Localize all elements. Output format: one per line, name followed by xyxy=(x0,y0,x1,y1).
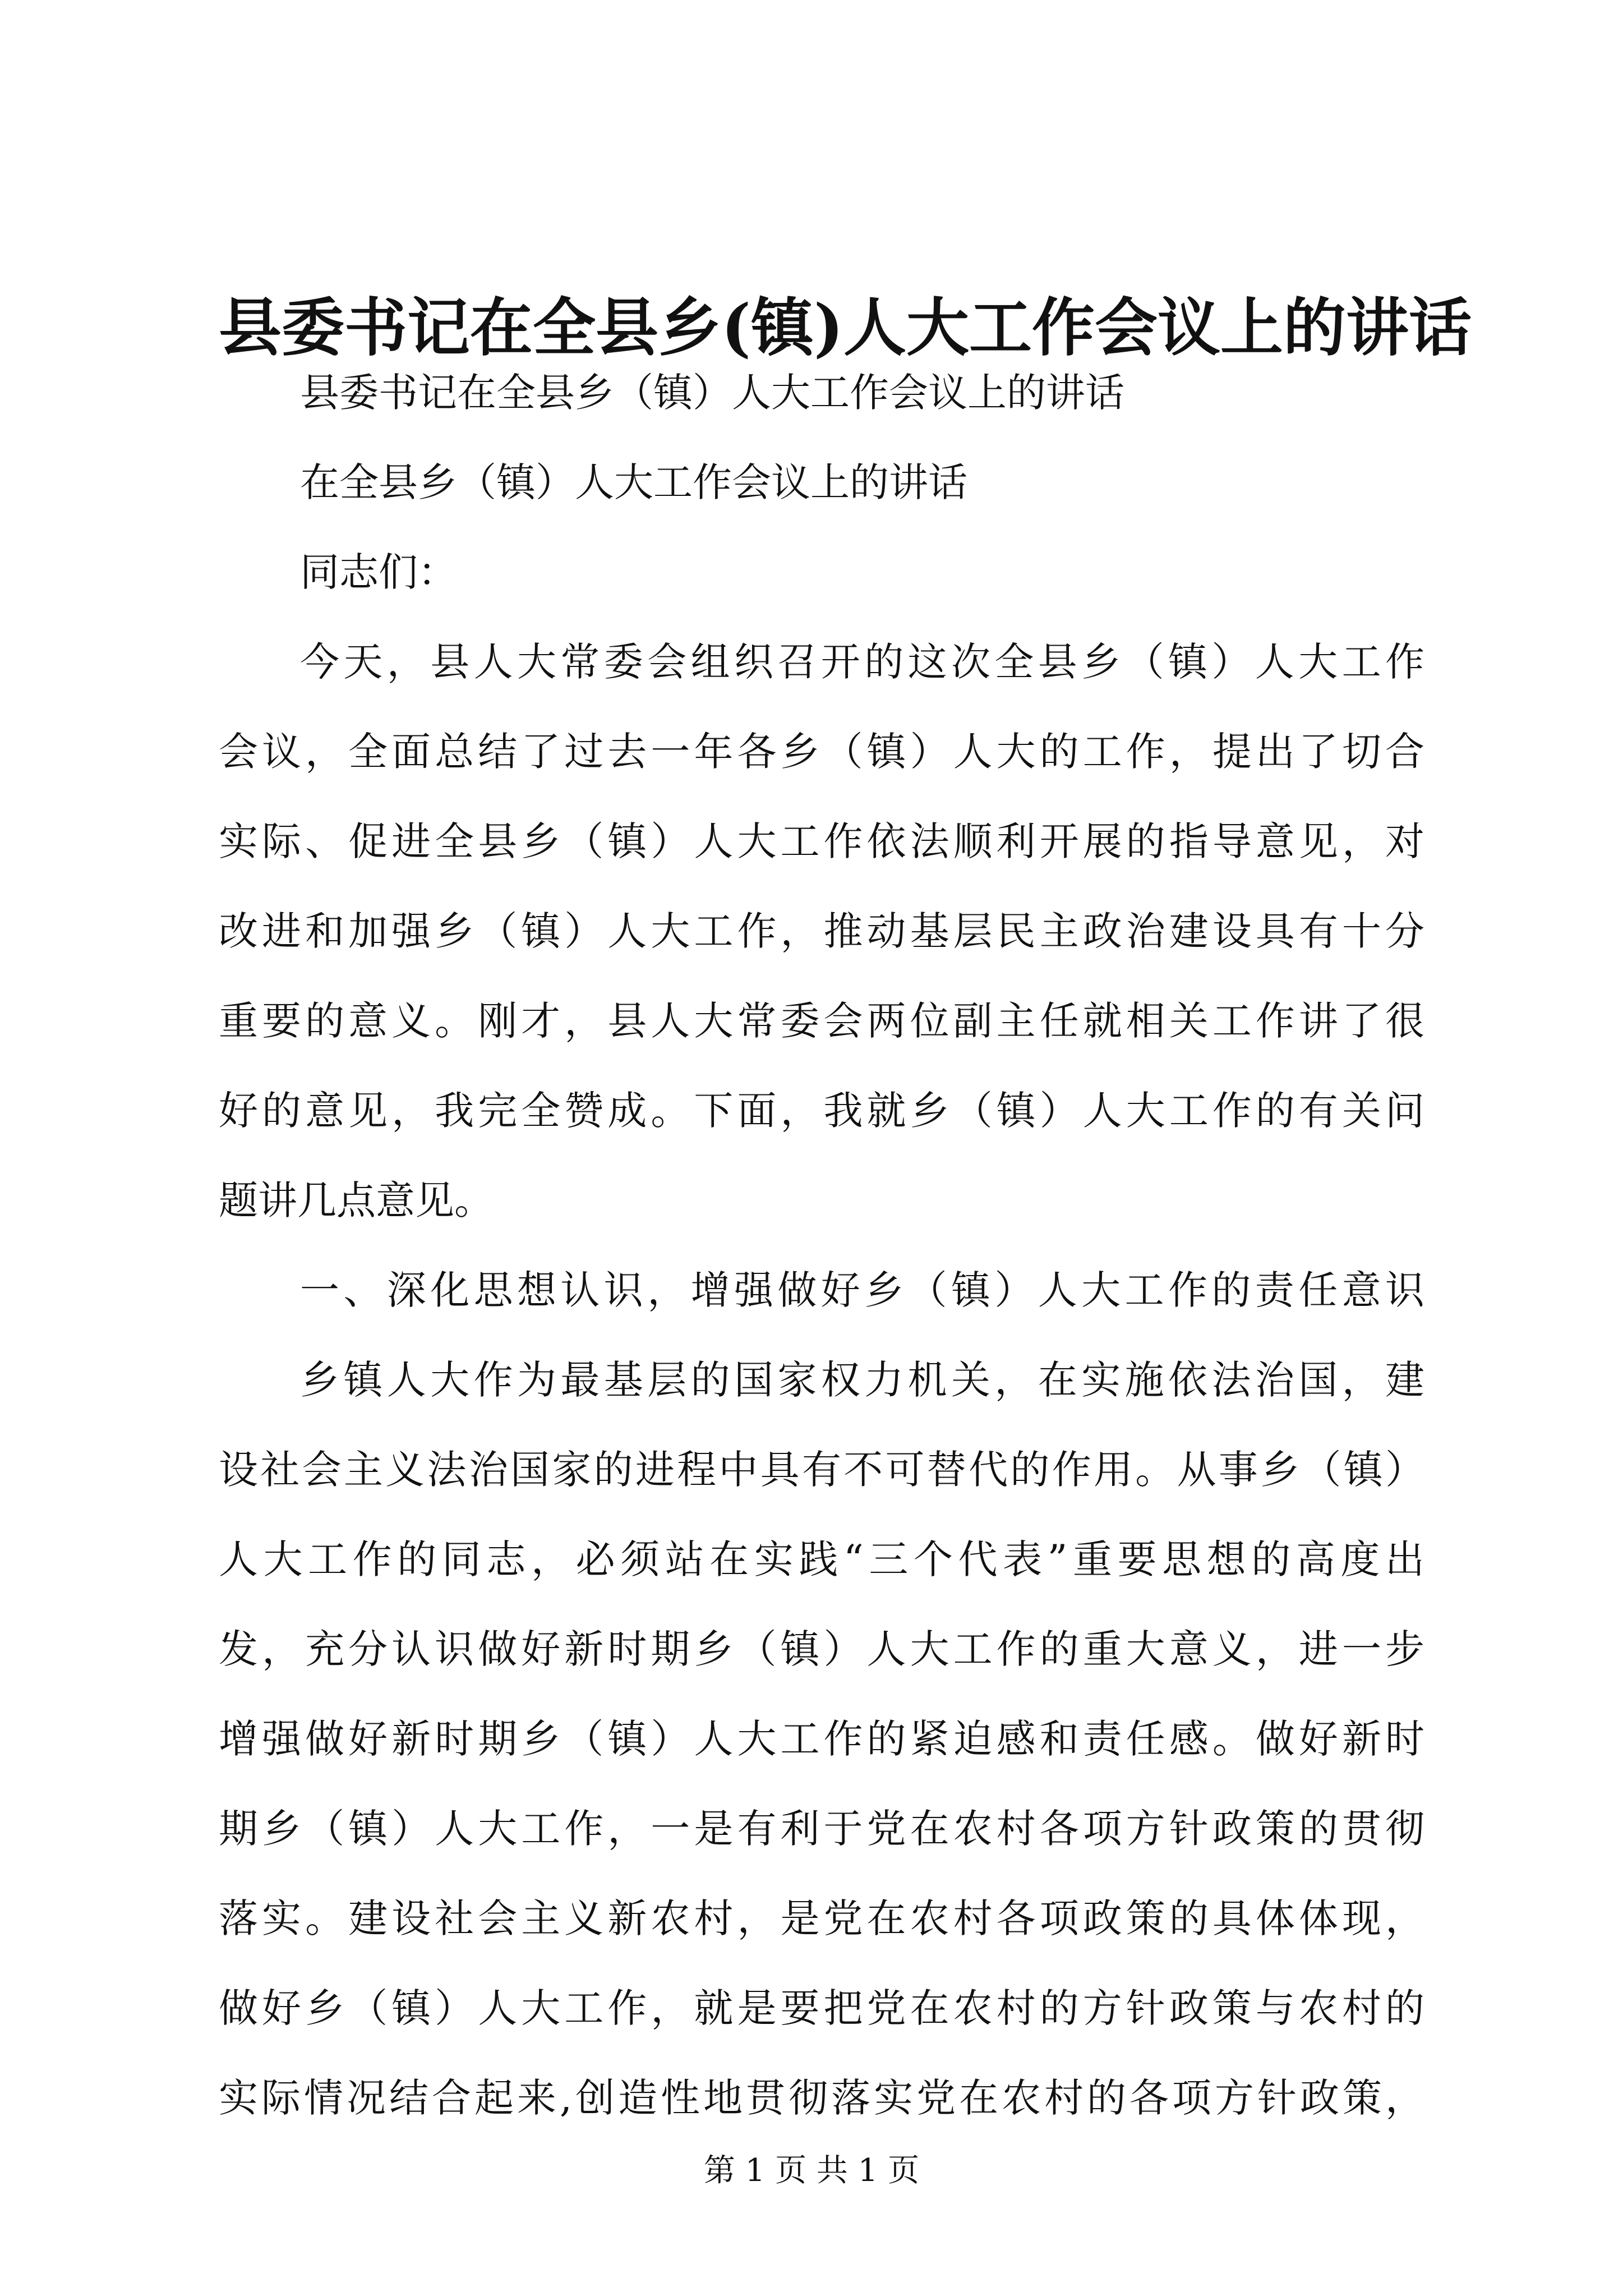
paragraph-line: 在全县乡（镇）人大工作会议上的讲话 xyxy=(300,459,967,505)
paragraph-line: 落实。建设社会主义新农村，是党在农村各项政策的具体体现， xyxy=(219,1895,1424,1941)
document-title: 县委书记在全县乡(镇)人大工作会议上的讲话 xyxy=(219,291,1472,365)
paragraph-line: 同志们： xyxy=(300,549,457,595)
paragraph-line: 做好乡（镇）人大工作，就是要把党在农村的方针政策与农村的 xyxy=(219,1985,1424,2031)
paragraph-line: 期乡（镇）人大工作，一是有利于党在农村各项方针政策的贯彻 xyxy=(219,1806,1424,1852)
paragraph-line: 好的意见，我完全赞成。下面，我就乡（镇）人大工作的有关问 xyxy=(219,1088,1424,1134)
paragraph-line: 乡镇人大作为最基层的国家权力机关，在实施依法治国，建 xyxy=(300,1357,1424,1403)
paragraph-line: 县委书记在全县乡（镇）人大工作会议上的讲话 xyxy=(300,370,1124,416)
paragraph-line: 设社会主义法治国家的进程中具有不可替代的作用。从事乡（镇） xyxy=(219,1447,1424,1493)
paragraph-line: 会议，全面总结了过去一年各乡（镇）人大的工作，提出了切合 xyxy=(219,729,1424,775)
paragraph-line: 增强做好新时期乡（镇）人大工作的紧迫感和责任感。做好新时 xyxy=(219,1716,1424,1762)
page-footer: 第 1 页 共 1 页 xyxy=(703,2152,920,2189)
paragraph-line: 重要的意义。刚才，县人大常委会两位副主任就相关工作讲了很 xyxy=(219,998,1424,1044)
paragraph-line: 题讲几点意见。 xyxy=(219,1177,494,1223)
paragraph-line: 人大工作的同志，必须站在实践“三个代表”重要思想的高度出 xyxy=(219,1536,1424,1582)
paragraph-line: 发，充分认识做好新时期乡（镇）人大工作的重大意义，进一步 xyxy=(219,1626,1424,1672)
paragraph-line: 今天，县人大常委会组织召开的这次全县乡（镇）人大工作 xyxy=(300,639,1424,685)
paragraph-line: 实际、促进全县乡（镇）人大工作依法顺利开展的指导意见，对 xyxy=(219,818,1424,864)
paragraph-line: 改进和加强乡（镇）人大工作，推动基层民主政治建设具有十分 xyxy=(219,908,1424,954)
paragraph-line: 实际情况结合起来,创造性地贯彻落实党在农村的各项方针政策， xyxy=(219,2075,1424,2121)
section-heading: 一、深化思想认识，增强做好乡（镇）人大工作的责任意识 xyxy=(300,1267,1424,1313)
